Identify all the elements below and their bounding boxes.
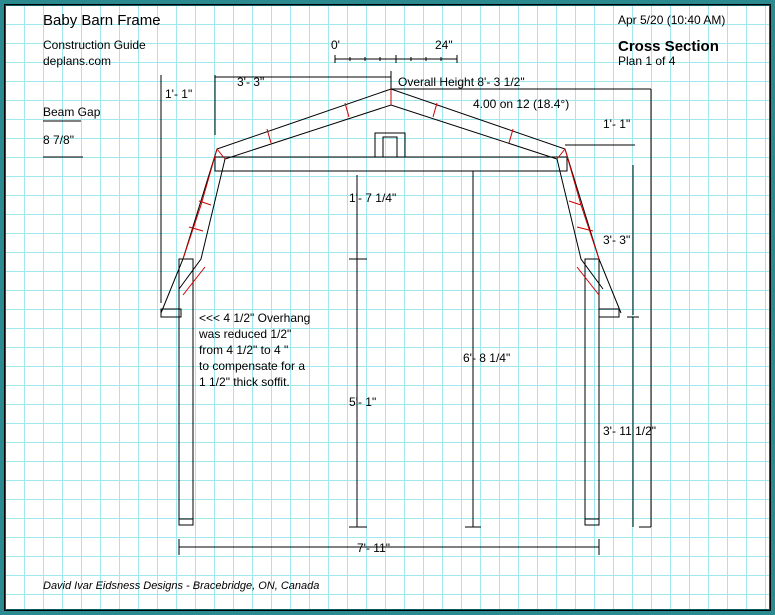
- scale-start-label: 0': [331, 38, 340, 52]
- plan-page: Plan 1 of 4: [618, 54, 676, 68]
- dim-right-lower-rafter: 3'- 3": [603, 233, 631, 247]
- dim-right-rafter-height: 1'- 1": [603, 117, 631, 131]
- dim-inner-height: 6'- 8 1/4": [463, 351, 511, 365]
- dim-overall-height: Overall Height 8'- 3 1/2": [398, 75, 525, 89]
- dim-left-rafter-height: 1'- 1": [165, 87, 193, 101]
- section-title: Cross Section: [618, 38, 719, 55]
- dim-wall-height: 3'- 11 1/2": [603, 424, 657, 438]
- scale-end-label: 24": [435, 38, 453, 52]
- dim-top-offset: 3'- 3": [237, 75, 265, 89]
- note-line-3: from 4 1/2" to 4 ": [199, 343, 289, 357]
- barn-frame-drawing: [5, 5, 770, 610]
- note-line-1: <<< 4 1/2" Overhang: [199, 311, 311, 325]
- left-wall-post: [179, 259, 193, 525]
- dim-center-height: 5'- 1": [349, 395, 377, 409]
- collar-tie-beam: [215, 157, 567, 171]
- left-eave: [161, 309, 181, 317]
- beam-gap-label: Beam Gap: [43, 105, 101, 119]
- drawing-title: Baby Barn Frame: [43, 12, 161, 29]
- note-line-4: to compensate for a: [199, 359, 306, 373]
- ridge-insert: [383, 137, 397, 157]
- date-stamp: Apr 5/20 (10:40 AM): [618, 13, 726, 27]
- website-link[interactable]: deplans.com: [43, 54, 112, 68]
- footer-credit: David Ivar Eidsness Designs - Bracebridge, ON, Canada: [43, 580, 320, 592]
- note-line-2: was reduced 1/2": [199, 327, 292, 341]
- drawing-subtitle: Construction Guide: [43, 38, 146, 52]
- beam-gap-value: 8 7/8": [43, 133, 74, 147]
- dim-ridge-to-tie: 1'- 7 1/4": [349, 191, 397, 205]
- drawing-sheet: [4, 4, 771, 611]
- dim-overall-width: 7'- 11": [357, 541, 391, 555]
- dim-roof-pitch: 4.00 on 12 (18.4°): [473, 97, 570, 111]
- note-line-5: 1 1/2" thick soffit.: [199, 375, 290, 389]
- right-wall-post: [585, 259, 599, 525]
- right-eave: [599, 309, 619, 317]
